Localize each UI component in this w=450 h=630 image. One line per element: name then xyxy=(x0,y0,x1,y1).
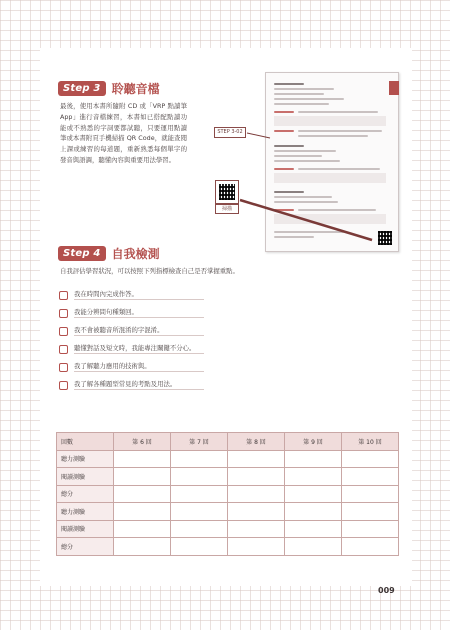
step4-header xyxy=(58,245,160,262)
self-check-list xyxy=(59,289,204,397)
score-cell[interactable] xyxy=(114,503,171,521)
score-cell[interactable] xyxy=(228,520,285,538)
step4-intro: 自我評估學習狀況，可以按照下列指標檢查自己是否掌握重點。 xyxy=(60,267,239,275)
step3-body: 最後，使用本書所隨附 CD 或「VRP 點讀筆 App」進行音檔練習，本書如已搭配點讀功能或不熟悉的字詞要都試聽，只要運用點讀筆或本書附頁手機掃描 QR Code，就能查閱上課或練習的每道題，重新熟悉每個單字的發音與語調，聽懂內容與重要用法學習。 xyxy=(60,102,187,164)
score-cell[interactable] xyxy=(114,468,171,486)
table-header-cell: 第 7 回 xyxy=(171,433,228,451)
step4-badge: Step 4 xyxy=(58,246,106,261)
checklist-item[interactable] xyxy=(59,379,204,391)
checklist-item-text: 我不會被聽音所混淆的字混淆。 xyxy=(74,326,204,336)
callout-box-top: STEP 3-02 xyxy=(214,127,246,138)
score-cell[interactable] xyxy=(342,520,399,538)
checklist-item-text: 我能分辨問句種類回。 xyxy=(74,308,204,318)
checklist-item-text: 我在時間內完成作答。 xyxy=(74,290,204,300)
table-row xyxy=(57,468,399,486)
score-cell[interactable] xyxy=(285,538,342,556)
checkbox[interactable] xyxy=(59,327,68,336)
table-header-cell: 第 10 回 xyxy=(342,433,399,451)
row-label: 總分 xyxy=(57,485,114,503)
score-cell[interactable] xyxy=(171,450,228,468)
step4-title: 自我檢測 xyxy=(111,247,160,261)
checkbox[interactable] xyxy=(59,309,68,318)
score-cell[interactable] xyxy=(342,485,399,503)
score-cell[interactable] xyxy=(171,538,228,556)
checklist-item-text: 我了解聽力應用的技術與。 xyxy=(74,362,204,372)
score-cell[interactable] xyxy=(342,450,399,468)
score-cell[interactable] xyxy=(171,468,228,486)
score-cell[interactable] xyxy=(228,538,285,556)
qr-code-callout xyxy=(215,180,239,204)
score-cell[interactable] xyxy=(114,538,171,556)
row-label: 聽力測驗 xyxy=(57,503,114,521)
score-cell[interactable] xyxy=(114,485,171,503)
checklist-item[interactable] xyxy=(59,343,204,355)
checklist-item[interactable] xyxy=(59,361,204,373)
table-header-cell: 第 6 回 xyxy=(114,433,171,451)
score-cell[interactable] xyxy=(285,450,342,468)
table-header-cell: 第 9 回 xyxy=(285,433,342,451)
checklist-item-text: 聽懂對話及短文時，我能專注關鍵不分心。 xyxy=(74,344,204,354)
checklist-item[interactable] xyxy=(59,307,204,319)
table-row xyxy=(57,450,399,468)
checklist-item[interactable] xyxy=(59,325,204,337)
score-cell[interactable] xyxy=(171,503,228,521)
score-record-table xyxy=(56,432,399,556)
score-cell[interactable] xyxy=(228,503,285,521)
callout-box-bottom: 掃描 xyxy=(215,204,239,214)
table-row xyxy=(57,503,399,521)
score-cell[interactable] xyxy=(171,520,228,538)
row-label: 閱讀測驗 xyxy=(57,468,114,486)
score-cell[interactable] xyxy=(228,485,285,503)
score-cell[interactable] xyxy=(285,468,342,486)
checkbox[interactable] xyxy=(59,381,68,390)
page-number: 009 xyxy=(378,586,395,595)
table-header-cell: 第 8 回 xyxy=(228,433,285,451)
qr-code-icon xyxy=(219,184,235,200)
table-row xyxy=(57,485,399,503)
row-label: 聽力測驗 xyxy=(57,450,114,468)
checklist-item-text: 我了解各種題型常見的考點及用法。 xyxy=(74,380,204,390)
score-cell[interactable] xyxy=(171,485,228,503)
score-cell[interactable] xyxy=(228,450,285,468)
score-cell[interactable] xyxy=(285,520,342,538)
score-cell[interactable] xyxy=(285,503,342,521)
checkbox[interactable] xyxy=(59,291,68,300)
score-cell[interactable] xyxy=(285,485,342,503)
score-cell[interactable] xyxy=(342,468,399,486)
score-cell[interactable] xyxy=(228,468,285,486)
checkbox[interactable] xyxy=(59,345,68,354)
row-label: 閱讀測驗 xyxy=(57,520,114,538)
checklist-item[interactable] xyxy=(59,289,204,301)
table-header-label: 回數 xyxy=(57,433,114,451)
score-cell[interactable] xyxy=(114,520,171,538)
step3-badge: Step 3 xyxy=(58,81,106,96)
score-cell[interactable] xyxy=(342,503,399,521)
checkbox[interactable] xyxy=(59,363,68,372)
table-row xyxy=(57,538,399,556)
score-cell[interactable] xyxy=(114,450,171,468)
score-cell[interactable] xyxy=(342,538,399,556)
row-label: 總分 xyxy=(57,538,114,556)
table-row xyxy=(57,520,399,538)
step3-title: 聆聽音檔 xyxy=(111,82,160,96)
